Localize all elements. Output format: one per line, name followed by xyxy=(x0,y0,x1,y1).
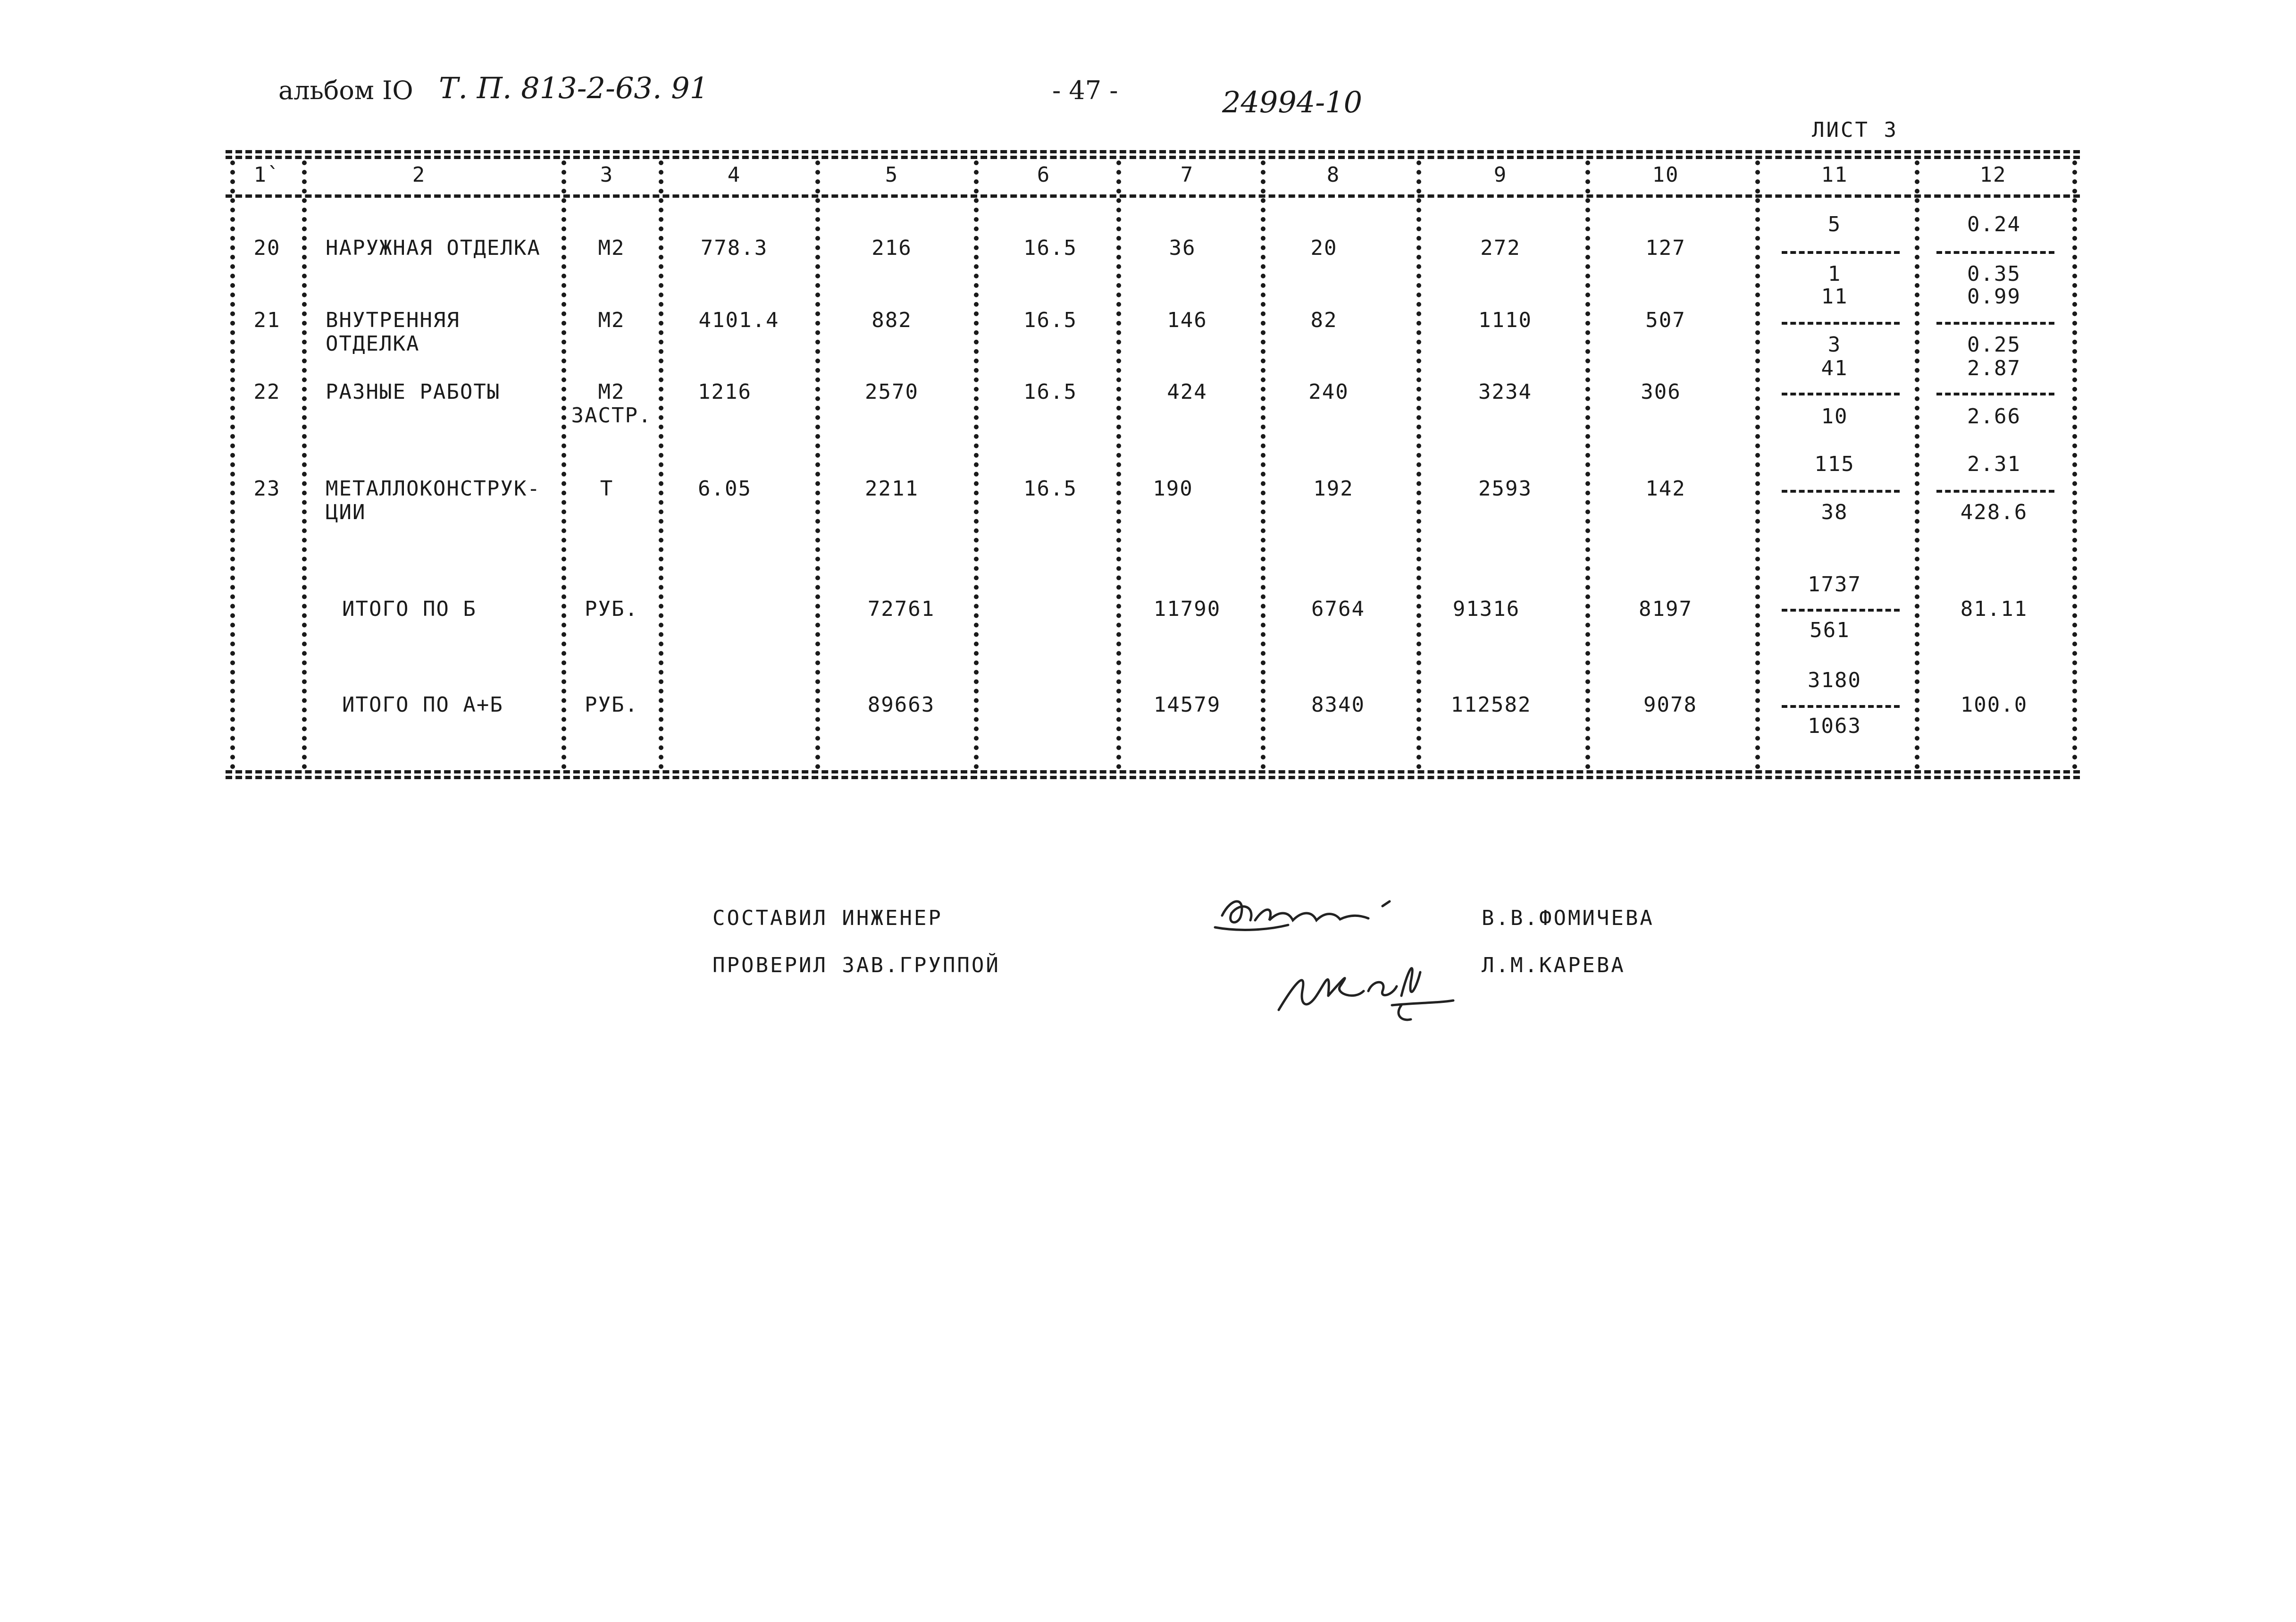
column-header: 6 xyxy=(1037,163,1051,187)
cell-c6: 16.5 xyxy=(1023,236,1077,260)
cell-c12-top: 2.31 xyxy=(1967,452,2021,476)
cell-c11-bottom: 38 xyxy=(1821,500,1848,524)
column-header: 12 xyxy=(1979,163,2007,187)
total-c7: 14579 xyxy=(1153,693,1221,717)
column-separator xyxy=(230,160,235,769)
cell-c6: 16.5 xyxy=(1023,477,1077,501)
row-name: МЕТАЛЛОКОНСТРУК- xyxy=(326,477,541,501)
total-c11-top: 1737 xyxy=(1808,572,1861,597)
cell-c8: 240 xyxy=(1308,380,1349,404)
cell-c9: 1110 xyxy=(1478,308,1532,332)
cell-c4: 778.3 xyxy=(700,236,768,260)
fraction-line xyxy=(1782,322,1900,325)
cell-c12-top: 0.99 xyxy=(1967,285,2021,309)
table-bottom-rule xyxy=(226,770,2080,773)
row-number: 20 xyxy=(253,236,281,260)
cell-c12-top: 0.24 xyxy=(1967,212,2021,236)
row-unit: Т xyxy=(600,477,614,501)
cell-c12-top: 2.87 xyxy=(1967,356,2021,380)
column-header: 1` xyxy=(253,163,281,187)
total-unit: РУБ. xyxy=(585,597,638,621)
column-separator xyxy=(1585,160,1590,769)
cell-c11-top: 115 xyxy=(1814,452,1855,476)
cell-c11-bottom: 1 xyxy=(1827,262,1842,286)
fraction-line xyxy=(1936,251,2054,254)
cell-c5: 882 xyxy=(871,308,912,332)
total-c12: 100.0 xyxy=(1960,693,2028,717)
total-label: ИТОГО ПО А+Б xyxy=(342,693,503,717)
cell-c7: 146 xyxy=(1167,308,1207,332)
cell-c9: 272 xyxy=(1480,236,1521,260)
fraction-line xyxy=(1782,251,1900,254)
total-c10: 8197 xyxy=(1639,597,1693,621)
page-number: - 47 - xyxy=(1052,76,1118,105)
cell-c11-bottom: 3 xyxy=(1827,333,1842,357)
cell-c5: 216 xyxy=(871,236,912,260)
column-separator xyxy=(1755,160,1760,769)
checked-by-label: ПРОВЕРИЛ ЗАВ.ГРУППОЙ xyxy=(712,953,1000,977)
total-c7: 11790 xyxy=(1153,597,1221,621)
column-header: 7 xyxy=(1180,163,1194,187)
fraction-line xyxy=(1782,393,1900,395)
column-separator xyxy=(561,160,566,769)
total-c5: 72761 xyxy=(867,597,935,621)
cell-c9: 2593 xyxy=(1478,477,1532,501)
cell-c4: 4101.4 xyxy=(698,308,779,332)
cell-c11-bottom: 10 xyxy=(1821,404,1848,429)
cell-c8: 20 xyxy=(1310,236,1338,260)
total-unit: РУБ. xyxy=(585,693,638,717)
total-c8: 6764 xyxy=(1311,597,1365,621)
checked-by-name: Л.М.КАРЕВА xyxy=(1482,953,1626,977)
row-number: 21 xyxy=(253,308,281,332)
album-label: альбом IO xyxy=(278,76,413,105)
cell-c10: 306 xyxy=(1641,380,1681,404)
row-number: 22 xyxy=(253,380,281,404)
column-separator xyxy=(2072,160,2077,769)
cell-c11-top: 11 xyxy=(1821,285,1848,309)
cell-c6: 16.5 xyxy=(1023,308,1077,332)
column-separator xyxy=(1416,160,1421,769)
table-top-rule-2 xyxy=(226,156,2080,159)
cell-c7: 190 xyxy=(1153,477,1193,501)
cell-c9: 3234 xyxy=(1478,380,1532,404)
cell-c5: 2570 xyxy=(865,380,919,404)
total-c5: 89663 xyxy=(867,693,935,717)
total-label: ИТОГО ПО Б xyxy=(342,597,477,621)
column-separator xyxy=(302,160,307,769)
signature-composer xyxy=(1213,887,1411,939)
total-c9: 91316 xyxy=(1452,597,1520,621)
cell-c8: 192 xyxy=(1313,477,1354,501)
row-number: 23 xyxy=(253,477,281,501)
row-name-continued: ОТДЕЛКА xyxy=(326,332,420,356)
cell-c12-bottom: 0.35 xyxy=(1967,262,2021,286)
column-header: 11 xyxy=(1821,163,1848,187)
column-separator xyxy=(815,160,820,769)
row-unit: М2 xyxy=(598,380,625,404)
total-c9: 112582 xyxy=(1450,693,1532,717)
cell-c4: 6.05 xyxy=(698,477,752,501)
cell-c8: 82 xyxy=(1310,308,1338,332)
row-name: ВНУТРЕННЯЯ xyxy=(326,308,460,332)
cell-c4: 1216 xyxy=(698,380,752,404)
total-c8: 8340 xyxy=(1311,693,1365,717)
document-number: 24994-10 xyxy=(1222,85,1363,119)
cell-c12-bottom: 0.25 xyxy=(1967,333,2021,357)
fraction-line xyxy=(1782,490,1900,493)
cell-c7: 36 xyxy=(1169,236,1196,260)
total-c12: 81.11 xyxy=(1960,597,2028,621)
column-header: 2 xyxy=(412,163,426,187)
cell-c11-top: 5 xyxy=(1827,212,1842,236)
sheet-label: ЛИСТ 3 xyxy=(1812,118,1898,142)
cell-c5: 2211 xyxy=(865,477,919,501)
cell-c12-bottom: 428.6 xyxy=(1960,500,2028,524)
table-top-rule xyxy=(226,150,2080,153)
header-bottom-rule xyxy=(226,194,2080,198)
column-header: 9 xyxy=(1493,163,1508,187)
cell-c10: 127 xyxy=(1645,236,1686,260)
total-c10: 9078 xyxy=(1643,693,1697,717)
fraction-line xyxy=(1782,705,1900,708)
fraction-line xyxy=(1936,322,2054,325)
column-header: 10 xyxy=(1652,163,1679,187)
column-header: 5 xyxy=(885,163,899,187)
project-code: Т. П. 813-2-63. 91 xyxy=(439,71,709,105)
column-separator xyxy=(1915,160,1919,769)
column-header: 8 xyxy=(1326,163,1341,187)
column-separator xyxy=(1116,160,1121,769)
column-separator xyxy=(1261,160,1265,769)
row-unit-continued: ЗАСТР. xyxy=(571,403,652,428)
column-separator xyxy=(974,160,979,769)
cell-c7: 424 xyxy=(1167,380,1207,404)
table-bottom-rule-2 xyxy=(226,776,2080,779)
column-header: 3 xyxy=(600,163,614,187)
total-c11-top: 3180 xyxy=(1808,668,1861,692)
cell-c10: 507 xyxy=(1645,308,1686,332)
composed-by-name: В.В.ФОМИЧЕВА xyxy=(1482,906,1654,930)
composed-by-label: СОСТАВИЛ ИНЖЕНЕР xyxy=(712,906,943,930)
total-c11-bottom: 561 xyxy=(1810,618,1850,642)
total-c11-bottom: 1063 xyxy=(1808,714,1861,738)
fraction-line xyxy=(1936,490,2054,493)
fraction-line xyxy=(1936,393,2054,395)
signature-checker xyxy=(1274,939,1472,1029)
cell-c6: 16.5 xyxy=(1023,380,1077,404)
row-name-continued: ЦИИ xyxy=(326,500,366,524)
cell-c11-top: 41 xyxy=(1821,356,1848,380)
fraction-line xyxy=(1782,609,1900,612)
row-unit: М2 xyxy=(598,308,625,332)
row-unit: М2 xyxy=(598,236,625,260)
column-separator xyxy=(659,160,663,769)
row-name: НАРУЖНАЯ ОТДЕЛКА xyxy=(326,236,541,260)
cell-c12-bottom: 2.66 xyxy=(1967,404,2021,429)
cell-c10: 142 xyxy=(1645,477,1686,501)
column-header: 4 xyxy=(727,163,741,187)
row-name: РАЗНЫЕ РАБОТЫ xyxy=(326,380,501,404)
